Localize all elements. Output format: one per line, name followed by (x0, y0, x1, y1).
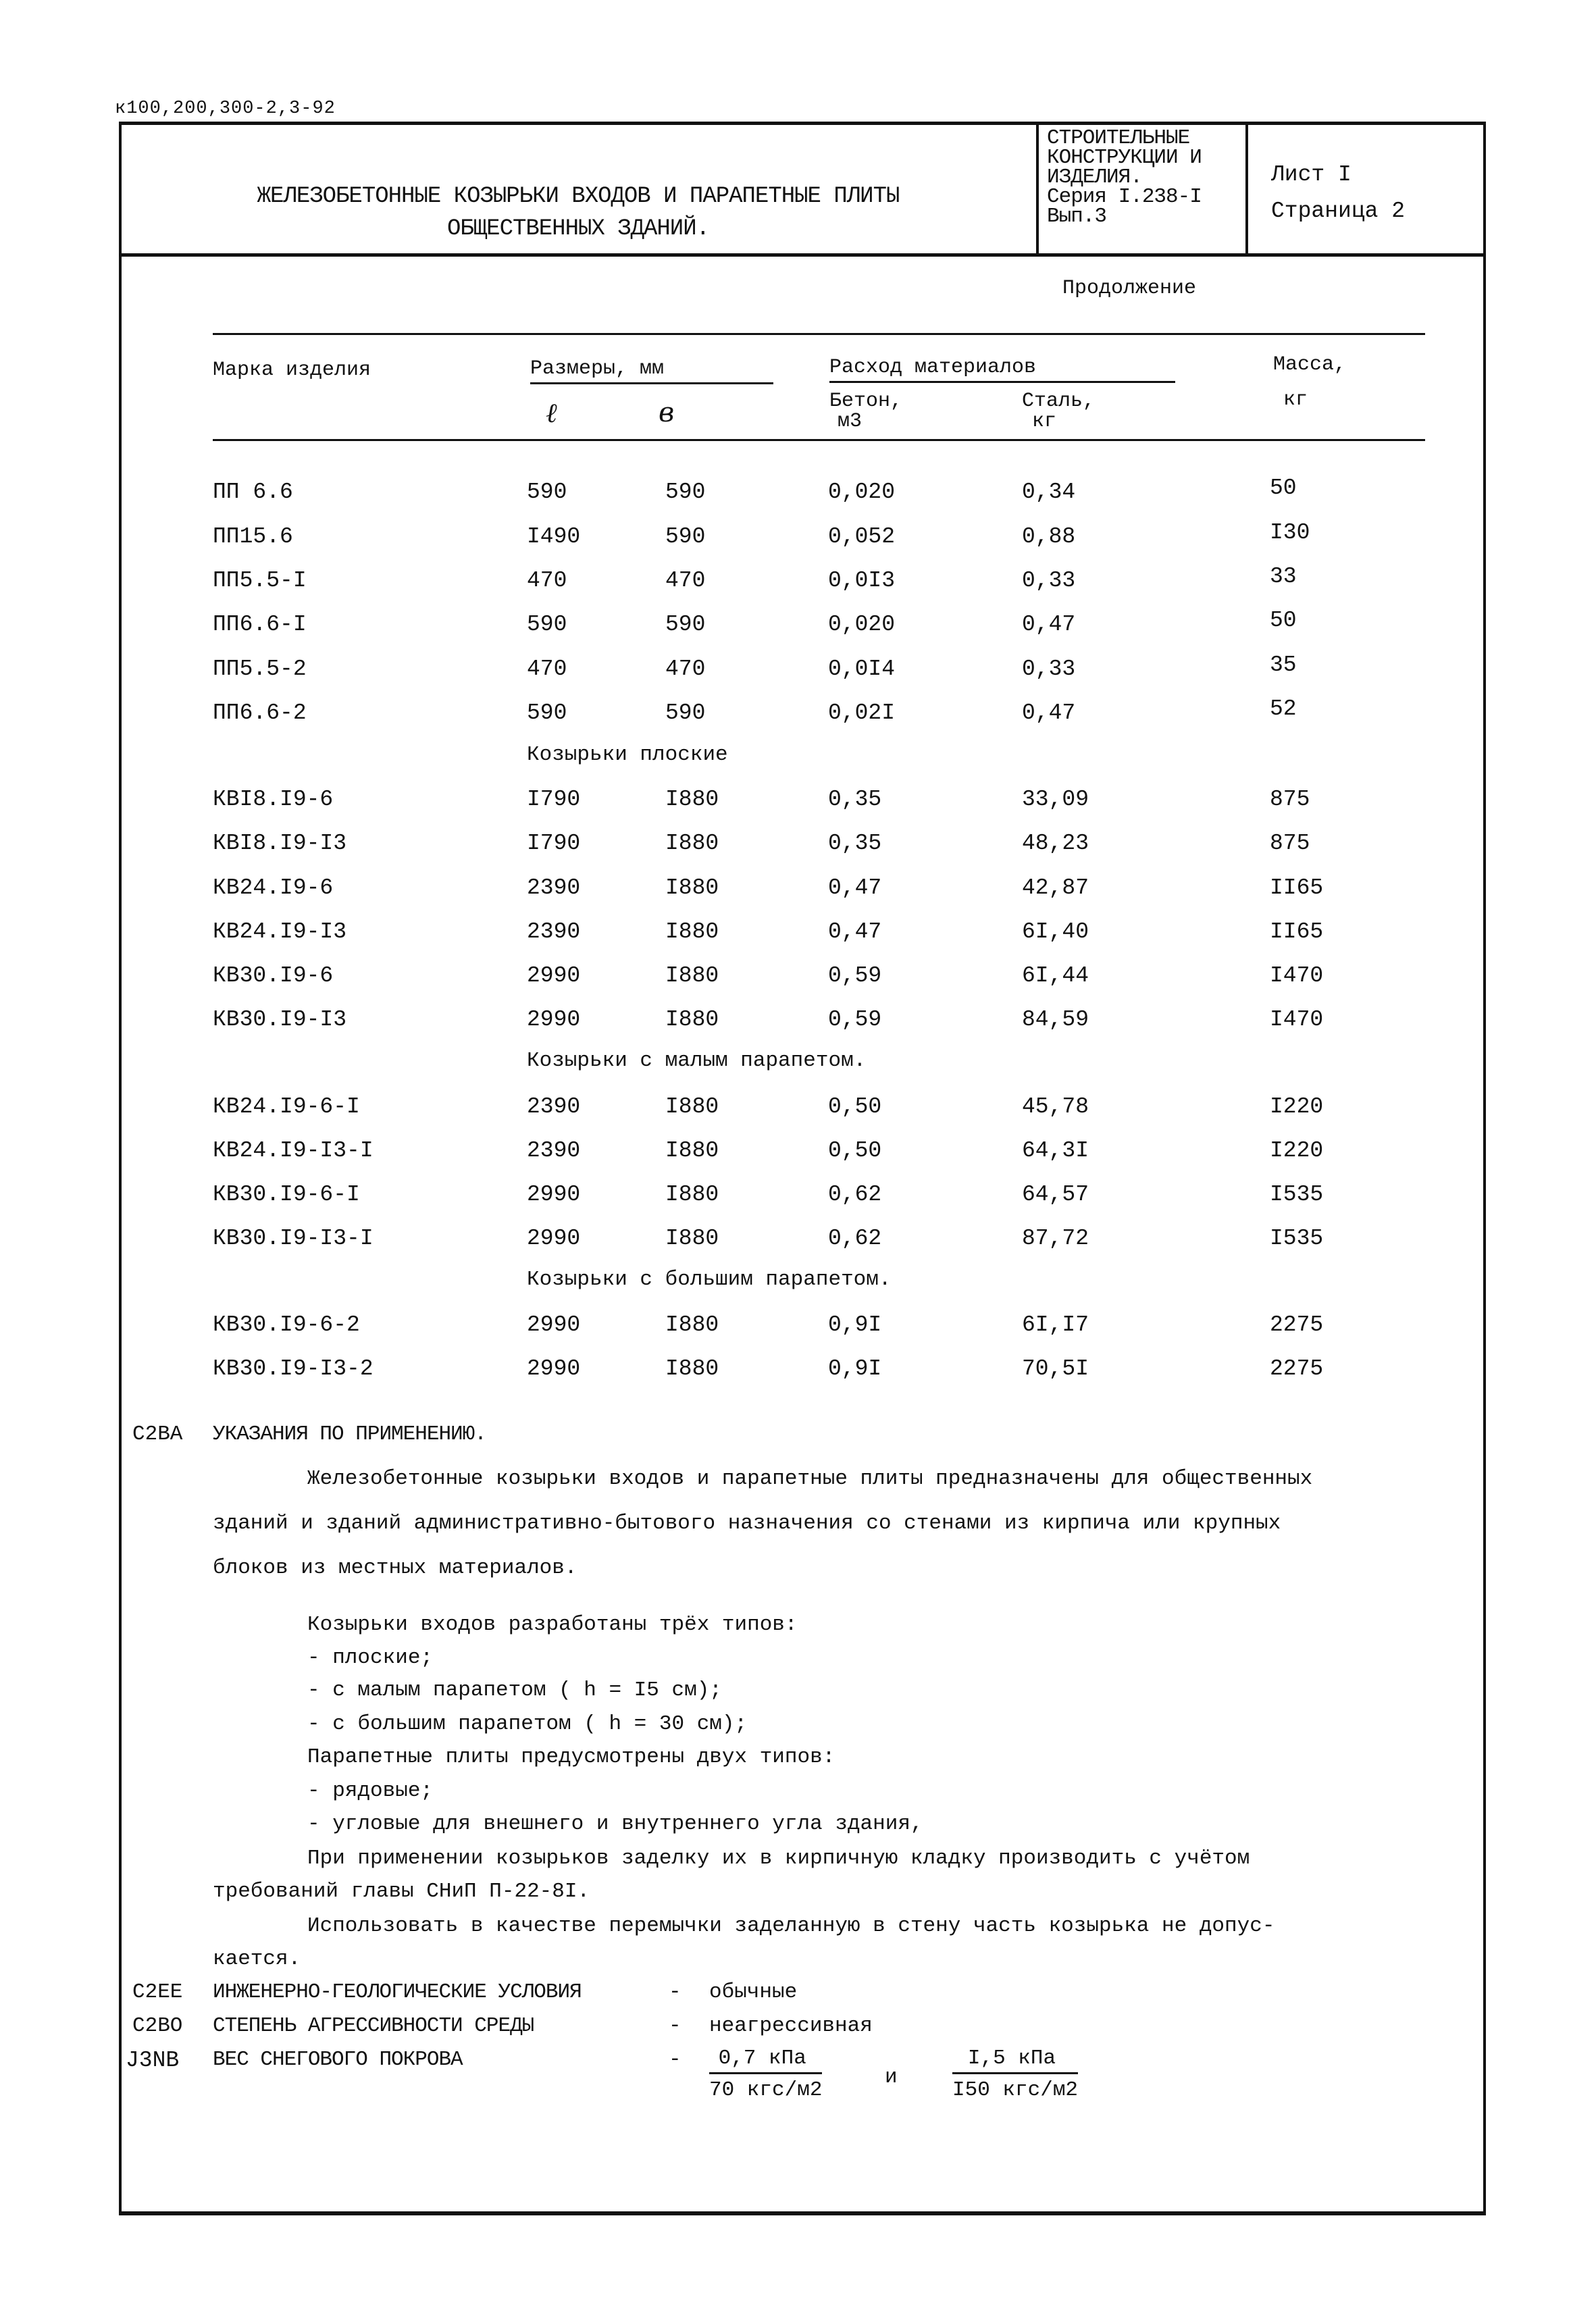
paragraph-line: кается. (213, 1947, 301, 1971)
table-row (0, 787, 1596, 814)
sheet-cell (1248, 122, 1486, 253)
group-title: Козырьки с большим парапетом. (527, 1268, 892, 1291)
conjunction: и (885, 2065, 898, 2089)
header-concrete: Бетон, (829, 390, 903, 413)
header-size-l: ℓ (546, 398, 557, 429)
table-header-bottom-rule (213, 439, 1425, 441)
cell-l: 470 (527, 568, 567, 593)
cell-l: 2990 (527, 1007, 581, 1032)
series-cell (1036, 122, 1248, 253)
continuation-label: Продолжение (1062, 277, 1197, 300)
condition-label: ВЕС СНЕГОВОГО ПОКРОВА (213, 2048, 463, 2072)
plates-intro: Парапетные плиты предусмотрены двух типов: (307, 1745, 835, 1769)
cell-concrete: 0,47 (828, 919, 882, 944)
cell-concrete: 0,50 (828, 1094, 882, 1119)
cell-mark: ПП5.5-I (213, 568, 307, 593)
cell-mass: 875 (1270, 831, 1310, 856)
condition-label: СТЕПЕНЬ АГРЕССИВНОСТИ СРЕДЫ (213, 2014, 534, 2038)
table-row (0, 1356, 1596, 1383)
cell-mass: I535 (1270, 1226, 1324, 1251)
cell-mass: 875 (1270, 787, 1310, 812)
cell-mark: КВ30.I9-I3-2 (213, 1356, 374, 1381)
cell-b: 590 (665, 524, 706, 549)
type-item: - плоские; (307, 1646, 434, 1670)
table-top-rule (213, 333, 1425, 335)
table-row (0, 564, 1596, 595)
cell-l: I790 (527, 787, 581, 812)
cell-concrete: 0,0I4 (828, 657, 896, 682)
cell-l: 590 (527, 480, 567, 505)
table-row (0, 963, 1596, 990)
cell-steel: 0,47 (1022, 700, 1076, 725)
document-title (119, 122, 1037, 253)
cell-l: 2990 (527, 1226, 581, 1251)
condition-dash: - (669, 2014, 681, 2038)
table-row (0, 1094, 1596, 1121)
plate-item: - угловые для внешнего и внутреннего угла здания, (307, 1812, 923, 1836)
cell-l: 590 (527, 700, 567, 725)
snow-load-value-1 (709, 2047, 822, 2103)
cell-b: I880 (665, 1182, 719, 1207)
cell-mass: I535 (1270, 1182, 1324, 1207)
cell-steel: 6I,I7 (1022, 1312, 1089, 1337)
cell-steel: 64,57 (1022, 1182, 1089, 1207)
header-mass-unit: кг (1283, 388, 1308, 411)
cell-l: 2390 (527, 1094, 581, 1119)
cell-b: I880 (665, 1138, 719, 1163)
table-row (0, 1182, 1596, 1209)
cell-b: 470 (665, 657, 706, 682)
page-number: Страница 2 (1271, 199, 1406, 224)
header-size-b: в (659, 397, 675, 428)
table-row (0, 520, 1596, 551)
cell-l: 2390 (527, 1138, 581, 1163)
header-mass: Масса, (1273, 353, 1347, 376)
section-code: C2BA (132, 1422, 183, 1446)
header-sizes (530, 358, 773, 384)
cell-mark: ПП5.5-2 (213, 657, 307, 682)
cell-steel: 6I,40 (1022, 919, 1089, 944)
condition-code: C2BO (132, 2014, 183, 2038)
title-line-1: ЖЕЛЕЗОБЕТОННЫЕ КОЗЫРЬКИ ВХОДОВ И ПАРАПЕТНЫЕ ПЛИТЫ (257, 184, 900, 209)
cell-l: 590 (527, 612, 567, 637)
paragraph-line: При применении козырьков заделку их в кирпичную кладку производить с учётом (307, 1847, 1250, 1870)
title-line-2: ОБЩЕСТВЕННЫХ ЗДАНИЙ. (446, 216, 710, 242)
cell-concrete: 0,9I (828, 1312, 882, 1337)
cell-b: I880 (665, 875, 719, 900)
cell-l: 2990 (527, 1356, 581, 1381)
cell-concrete: 0,47 (828, 875, 882, 900)
table-row (0, 1007, 1596, 1034)
table-row (0, 475, 1596, 507)
cell-l: I490 (527, 524, 581, 549)
cell-b: 590 (665, 612, 706, 637)
cell-concrete: 0,02I (828, 700, 896, 725)
cell-mass: 50 (1270, 475, 1297, 500)
condition-value: неагрессивная (709, 2014, 873, 2038)
type-item: - с малым парапетом ( h = I5 см); (307, 1678, 722, 1702)
cell-l: 2990 (527, 963, 581, 988)
table-row (0, 696, 1596, 727)
sheet-number: Лист I (1271, 162, 1352, 187)
cell-mark: КВ30.I9-6-I (213, 1182, 360, 1207)
cell-b: I880 (665, 831, 719, 856)
header-materials-label: Расход материалов (829, 356, 1037, 379)
cell-l: 2990 (527, 1182, 581, 1207)
cell-concrete: 0,59 (828, 1007, 882, 1032)
instructions-heading: УКАЗАНИЯ ПО ПРИМЕНЕНИЮ. (213, 1422, 486, 1446)
paragraph-line: зданий и зданий административно-бытового назначения со стенами из кирпича или крупных (213, 1512, 1281, 1535)
cell-b: I880 (665, 963, 719, 988)
cell-mark: КВ24.I9-6-I (213, 1094, 360, 1119)
group-title: Козырьки плоские (527, 743, 728, 767)
cell-concrete: 0,052 (828, 524, 896, 549)
group-title: Козырьки с малым парапетом. (527, 1049, 867, 1073)
cell-steel: 33,09 (1022, 787, 1089, 812)
cell-steel: 70,5I (1022, 1356, 1089, 1381)
cell-mass: 2275 (1270, 1312, 1324, 1337)
cell-steel: 0,47 (1022, 612, 1076, 637)
cell-mass: 35 (1270, 652, 1297, 677)
cell-b: 470 (665, 568, 706, 593)
cell-steel: 84,59 (1022, 1007, 1089, 1032)
cell-mark: ПП 6.6 (213, 480, 293, 505)
snow-load-kpa-1: 0,7 кПа (709, 2047, 822, 2074)
cell-b: I880 (665, 787, 719, 812)
header-materials (829, 357, 1175, 383)
cell-mark: КВ24.I9-I3 (213, 919, 347, 944)
cell-mass: II65 (1270, 875, 1324, 900)
document-code: к100,200,300-2,3-92 (115, 99, 336, 119)
cell-steel: 42,87 (1022, 875, 1089, 900)
cell-b: I880 (665, 1312, 719, 1337)
table-row (0, 608, 1596, 639)
cell-b: 590 (665, 700, 706, 725)
series-line: СТРОИТЕЛЬНЫЕ (1047, 126, 1190, 150)
condition-label: ИНЖЕНЕРНО-ГЕОЛОГИЧЕСКИЕ УСЛОВИЯ (213, 1980, 582, 2004)
cell-b: I880 (665, 1226, 719, 1251)
table-row (0, 1312, 1596, 1339)
cell-l: I790 (527, 831, 581, 856)
cell-mass: I220 (1270, 1094, 1324, 1119)
table-row (0, 1138, 1596, 1165)
condition-dash: - (669, 2048, 681, 2072)
cell-concrete: 0,35 (828, 787, 882, 812)
cell-steel: 0,34 (1022, 480, 1076, 505)
table-row (0, 831, 1596, 858)
snow-load-value-2 (952, 2047, 1078, 2103)
cell-mass: I470 (1270, 1007, 1324, 1032)
plate-item: - рядовые; (307, 1779, 434, 1803)
cell-mass: 52 (1270, 696, 1297, 721)
header-steel: Сталь, (1022, 390, 1096, 413)
header-sizes-label: Размеры, мм (530, 357, 665, 380)
cell-mass: 33 (1270, 564, 1297, 589)
types-intro: Козырьки входов разработаны трёх типов: (307, 1613, 798, 1637)
cell-mark: КВ24.I9-6 (213, 875, 334, 900)
cell-concrete: 0,62 (828, 1226, 882, 1251)
series-line: КОНСТРУКЦИИ И (1047, 146, 1202, 170)
cell-mark: КВI8.I9-6 (213, 787, 334, 812)
cell-mark: КВ30.I9-I3-I (213, 1226, 374, 1251)
cell-l: 2390 (527, 919, 581, 944)
cell-concrete: 0,35 (828, 831, 882, 856)
condition-dash: - (669, 1980, 681, 2004)
cell-steel: 0,33 (1022, 657, 1076, 682)
cell-b: I880 (665, 1007, 719, 1032)
header-mark: Марка изделия (213, 359, 371, 382)
cell-steel: 45,78 (1022, 1094, 1089, 1119)
snow-load-kgf-1: 70 кгс/м2 (709, 2078, 823, 2102)
cell-concrete: 0,020 (828, 480, 896, 505)
table-row (0, 875, 1596, 902)
paragraph-line: Железобетонные козырьки входов и парапетные плиты предназначены для общественных (307, 1467, 1313, 1491)
cell-mark: ПП6.6-I (213, 612, 307, 637)
cell-b: I880 (665, 1356, 719, 1381)
cell-mark: КВ30.I9-I3 (213, 1007, 347, 1032)
series-line: Вып.3 (1047, 205, 1107, 228)
condition-code: J3NB (126, 2048, 180, 2073)
cell-concrete: 0,020 (828, 612, 896, 637)
cell-mass: II65 (1270, 919, 1324, 944)
cell-l: 2990 (527, 1312, 581, 1337)
cell-steel: 6I,44 (1022, 963, 1089, 988)
header-concrete-unit: м3 (838, 410, 863, 433)
cell-steel: 64,3I (1022, 1138, 1089, 1163)
cell-mark: ПП15.6 (213, 524, 293, 549)
header-steel-unit: кг (1032, 410, 1057, 433)
cell-concrete: 0,9I (828, 1356, 882, 1381)
series-line: ИЗДЕЛИЯ. (1047, 165, 1142, 189)
cell-steel: 0,88 (1022, 524, 1076, 549)
table-row (0, 1226, 1596, 1253)
cell-mark: КВ30.I9-6-2 (213, 1312, 360, 1337)
cell-steel: 0,33 (1022, 568, 1076, 593)
cell-mass: I470 (1270, 963, 1324, 988)
cell-steel: 87,72 (1022, 1226, 1089, 1251)
condition-value: обычные (709, 1980, 798, 2004)
cell-mark: КВI8.I9-I3 (213, 831, 347, 856)
series-line: Серия I.238-I (1047, 185, 1202, 209)
table-row (0, 652, 1596, 684)
cell-steel: 48,23 (1022, 831, 1089, 856)
cell-mark: КВ24.I9-I3-I (213, 1138, 374, 1163)
cell-mass: 2275 (1270, 1356, 1324, 1381)
table-row (0, 919, 1596, 946)
cell-b: 590 (665, 480, 706, 505)
cell-b: I880 (665, 1094, 719, 1119)
snow-load-kgf-2: I50 кгс/м2 (952, 2078, 1079, 2102)
paragraph-line: требований главы СНиП П-22-8I. (213, 1880, 590, 1903)
cell-mark: ПП6.6-2 (213, 700, 307, 725)
cell-mass: I30 (1270, 520, 1310, 545)
type-item: - с большим парапетом ( h = 30 см); (307, 1712, 748, 1736)
cell-concrete: 0,50 (828, 1138, 882, 1163)
paragraph-line: Использовать в качестве перемычки заделанную в стену часть козырька не допус- (307, 1914, 1275, 1938)
condition-code: C2EE (132, 1980, 183, 2004)
cell-l: 2390 (527, 875, 581, 900)
cell-concrete: 0,62 (828, 1182, 882, 1207)
cell-l: 470 (527, 657, 567, 682)
cell-concrete: 0,59 (828, 963, 882, 988)
paragraph-line: блоков из местных материалов. (213, 1556, 577, 1580)
snow-load-kpa-2: I,5 кПа (952, 2047, 1078, 2074)
cell-mark: КВ30.I9-6 (213, 963, 334, 988)
cell-mass: 50 (1270, 608, 1297, 633)
cell-concrete: 0,0I3 (828, 568, 896, 593)
cell-b: I880 (665, 919, 719, 944)
cell-mass: I220 (1270, 1138, 1324, 1163)
